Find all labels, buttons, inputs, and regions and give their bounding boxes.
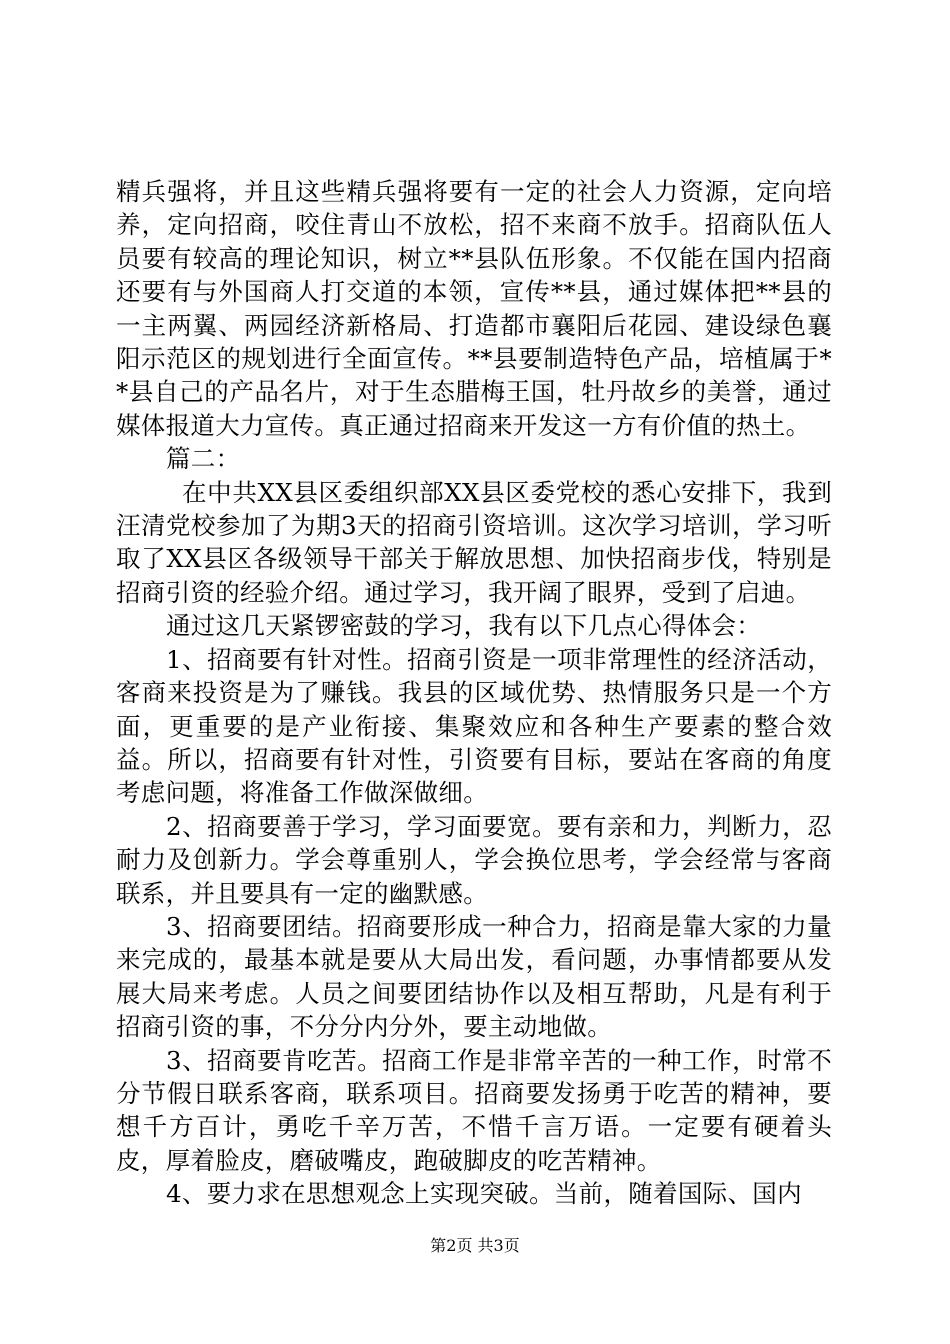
paragraph-point-3b: 3、招商要肯吃苦。招商工作是非常辛苦的一种工作，时常不分节假日联系客商，联系项目。招商要发扬勇于吃苦的精神，要想千方百计，勇吃千辛万苦，不惜千言万语。一定要有硬着头皮，厚着脸皮，磨破嘴皮，跑破脚皮的吃苦精神。	[116, 1045, 832, 1175]
paragraph-point-4: 4、要力求在思想观念上实现突破。当前，随着国际、国内	[166, 1179, 802, 1209]
page-footer: 第2页 共3页	[430, 1236, 520, 1255]
paragraph-point-2: 2、招商要善于学习，学习面要宽。要有亲和力，判断力，忍耐力及创新力。学会尊重别人，学会换位思考，学会经常与客商联系，并且要具有一定的幽默感。	[116, 811, 832, 908]
paragraph-intro: 在中共XX县区委组织部XX县区委党校的悉心安排下，我到汪清党校参加了为期3天的招商引资培训。这次学习培训，学习听取了XX县区各级领导干部关于解放思想、加快招商步伐，特别是招商引资的经验介绍。通过学习，我开阔了眼界，受到了启迪。	[116, 477, 832, 607]
paragraph-point-3: 3、招商要团结。招商要形成一种合力，招商是靠大家的力量来完成的，最基本就是要从大局出发，看问题，办事情都要从发展大局来考虑。人员之间要团结协作以及相互帮助，凡是有利于招商引资的事，不分分内分外，要主动地做。	[116, 911, 832, 1042]
document-body	[116, 175, 832, 1211]
section-heading: 篇二：	[166, 444, 241, 474]
paragraph-summary: 通过这几天紧锣密鼓的学习，我有以下几点心得体会：	[166, 611, 762, 641]
paragraph-continuation: 精兵强将，并且这些精兵强将要有一定的社会人力资源，定向培养，定向招商，咬住青山不放松，招不来商不放手。招商队伍人员要有较高的理论知识，树立**县队伍形象。不仅能在国内招商还要有与外国商人打交道的本领，宣传**县，通过媒体把**县的一主两翼、两园经济新格局、打造都市襄阳后花园、建设绿色襄阳示范区的规划进行全面宣传。**县要制造特色产品，培植属于**县自己的产品名片，对于生态腊梅王国，牡丹故乡的美誉，通过媒体报道大力宣传。真正通过招商来开发这一方有价值的热土。	[116, 177, 832, 440]
paragraph-point-1: 1、招商要有针对性。招商引资是一项非常理性的经济活动，客商来投资是为了赚钱。我县的区域优势、热情服务只是一个方面，更重要的是产业衔接、集聚效应和各种生产要素的整合效益。所以，招商要有针对性，引资要有目标，要站在客商的角度考虑问题，将准备工作做深做细。	[116, 644, 832, 808]
